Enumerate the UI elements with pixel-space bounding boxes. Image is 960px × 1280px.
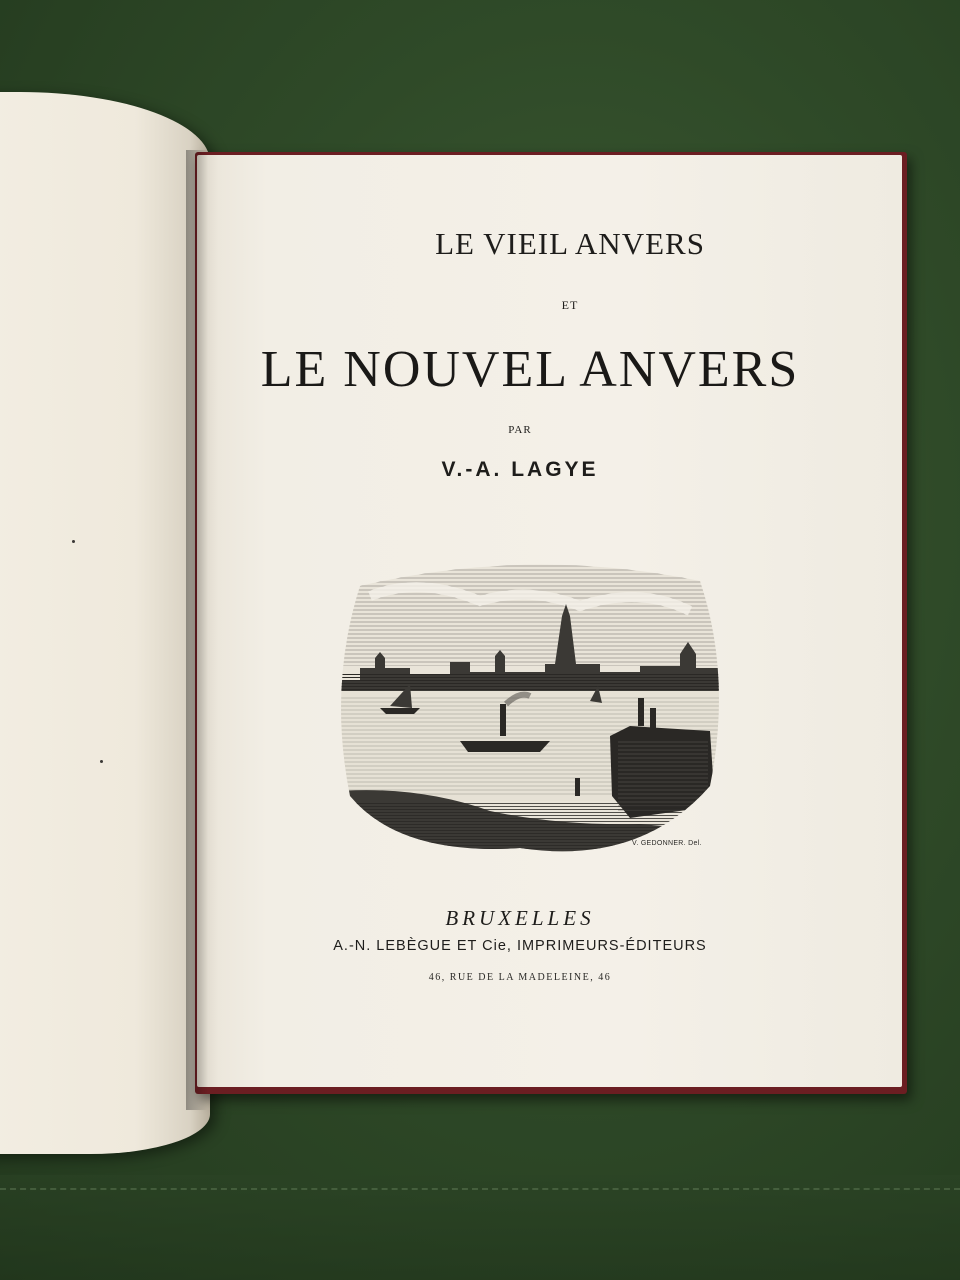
author-name: V.-A. LAGYE bbox=[441, 458, 599, 481]
imprint-city: BRUXELLES bbox=[445, 906, 595, 930]
by-line: PAR bbox=[508, 424, 532, 436]
title-conjunction: ET bbox=[561, 298, 579, 312]
engraver-signature: V. GEDONNER. Del. bbox=[632, 840, 702, 847]
cloth-background bbox=[0, 1175, 960, 1280]
book-gutter-shadow bbox=[186, 150, 208, 1110]
imprint-address: 46, RUE DE LA MADELEINE, 46 bbox=[428, 972, 612, 983]
imprint-publisher: A.-N. LEBÈGUE ET Cie, IMPRIMEURS-ÉDITEURS bbox=[333, 938, 707, 954]
paper-speck bbox=[100, 760, 103, 763]
engraving-antwerp-harbor bbox=[340, 556, 720, 856]
left-page bbox=[0, 92, 210, 1154]
title-line-1: LE VIEIL ANVERS bbox=[435, 226, 705, 261]
paper-speck bbox=[72, 540, 75, 543]
title-line-2: LE NOUVEL ANVERS bbox=[260, 341, 800, 398]
cloth-stitching bbox=[0, 1188, 960, 1190]
